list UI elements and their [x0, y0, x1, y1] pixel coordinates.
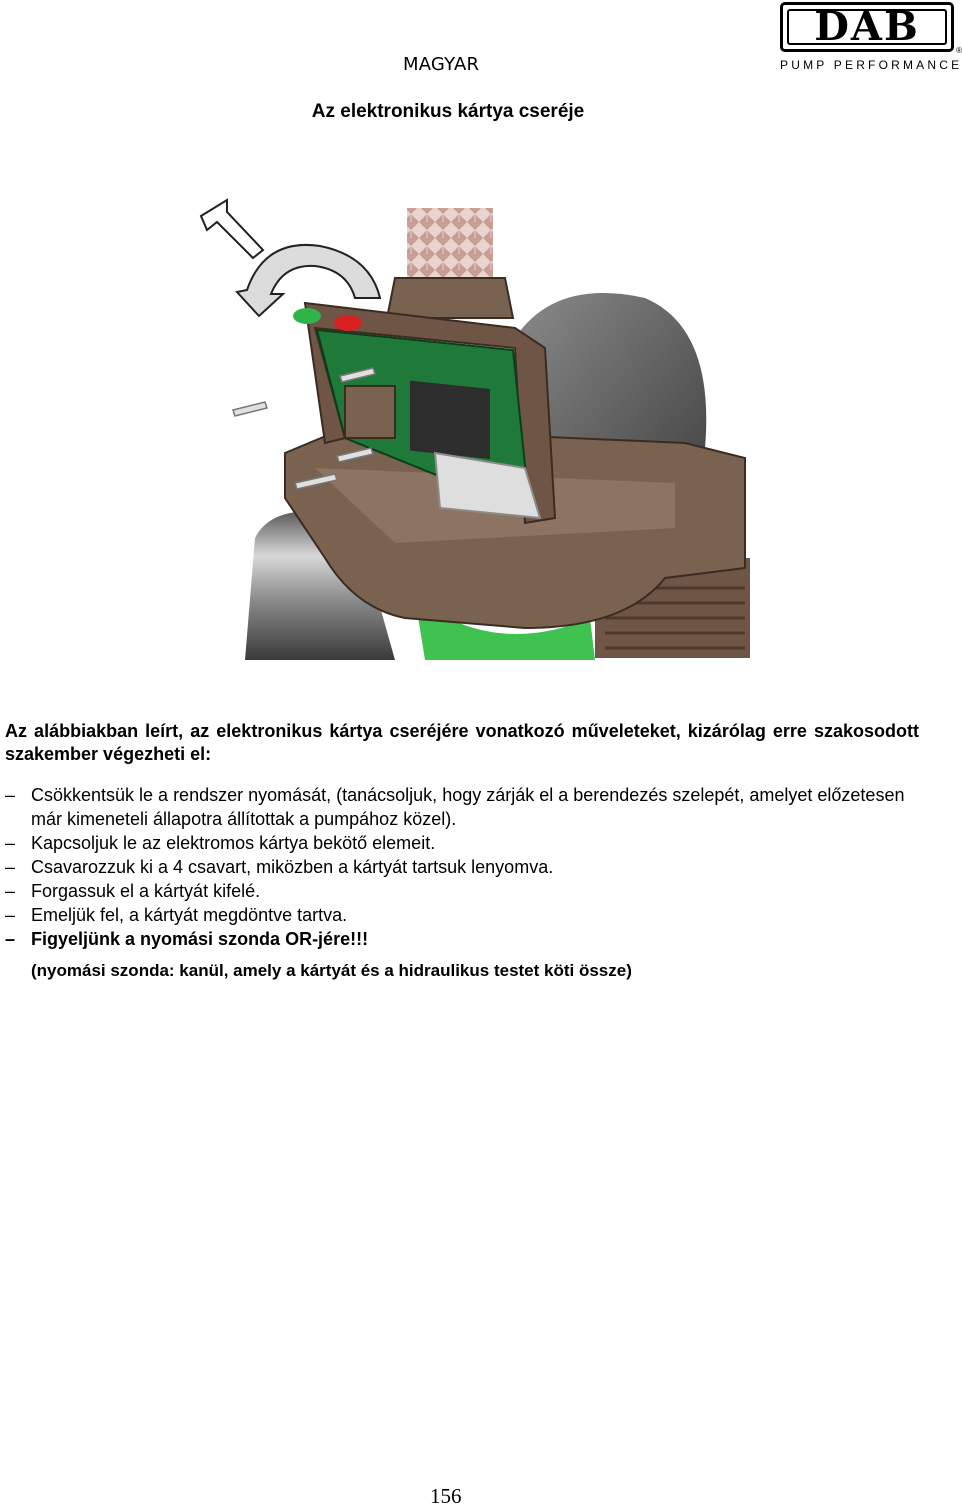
- relay-block: [410, 381, 490, 459]
- capacitor-block: [345, 386, 395, 438]
- section-title: Az elektronikus kártya cseréje: [311, 101, 585, 122]
- step-bullet: –: [5, 833, 16, 853]
- step-bullet: –: [5, 857, 16, 877]
- logo-frame: [780, 2, 954, 52]
- logo-registered-mark: ®: [956, 46, 962, 55]
- language-label: MAGYAR: [403, 54, 480, 75]
- green-button: [293, 308, 321, 324]
- list-item: [5, 783, 923, 831]
- board-removal-illustration: [195, 198, 750, 660]
- step-bullet: –: [5, 785, 16, 805]
- dab-logo: [780, 2, 960, 72]
- hose-fitting: [387, 278, 513, 318]
- probe-note: (nyomási szonda: kanül, amely a kártyát és a hidraulikus testet köti össze): [31, 961, 632, 980]
- step-bullet: –: [5, 881, 16, 901]
- step-text: Csavarozzuk ki a 4 csavart, miközben a kártyát tartsuk lenyomva.: [31, 857, 554, 877]
- page-number: 156: [430, 1484, 462, 1508]
- logo-wordmark: DAB: [814, 3, 920, 50]
- step-bullet: –: [5, 905, 16, 925]
- step-text: Forgassuk el a kártyát kifelé.: [31, 881, 261, 901]
- step-text: Figyeljünk a nyomási szonda OR-jére!!!: [31, 929, 369, 949]
- intro-paragraph: Az alábbiakban leírt, az elektronikus kártya cseréjére vonatkozó műveleteket, kizárólag erre szakosodott szakember végezheti el:: [5, 721, 919, 764]
- step-list: [5, 783, 923, 951]
- step-text: Kapcsoljuk le az elektromos kártya bekötő elemeit.: [31, 833, 436, 853]
- logo-tagline: PUMP PERFORMANCE: [780, 58, 962, 72]
- step-text: Emeljük fel, a kártyát megdöntve tartva.: [31, 905, 348, 925]
- step-bullet: –: [5, 929, 16, 949]
- list-item: [5, 903, 923, 927]
- list-item: [5, 831, 923, 855]
- red-button: [334, 315, 362, 331]
- logo-inner-frame: [787, 3, 947, 50]
- list-item: [5, 879, 923, 903]
- list-item: [5, 855, 923, 879]
- lift-arrow-icon: [201, 200, 263, 258]
- braided-hose: [407, 208, 493, 278]
- list-item: [5, 927, 923, 951]
- step-text: Csökkentsük le a rendszer nyomását, (tanácsoljuk, hogy zárják el a berendezés szelepét, amelyet előzetesen már kimeneteli állapotra állítottak a pumpához közel).: [31, 785, 905, 829]
